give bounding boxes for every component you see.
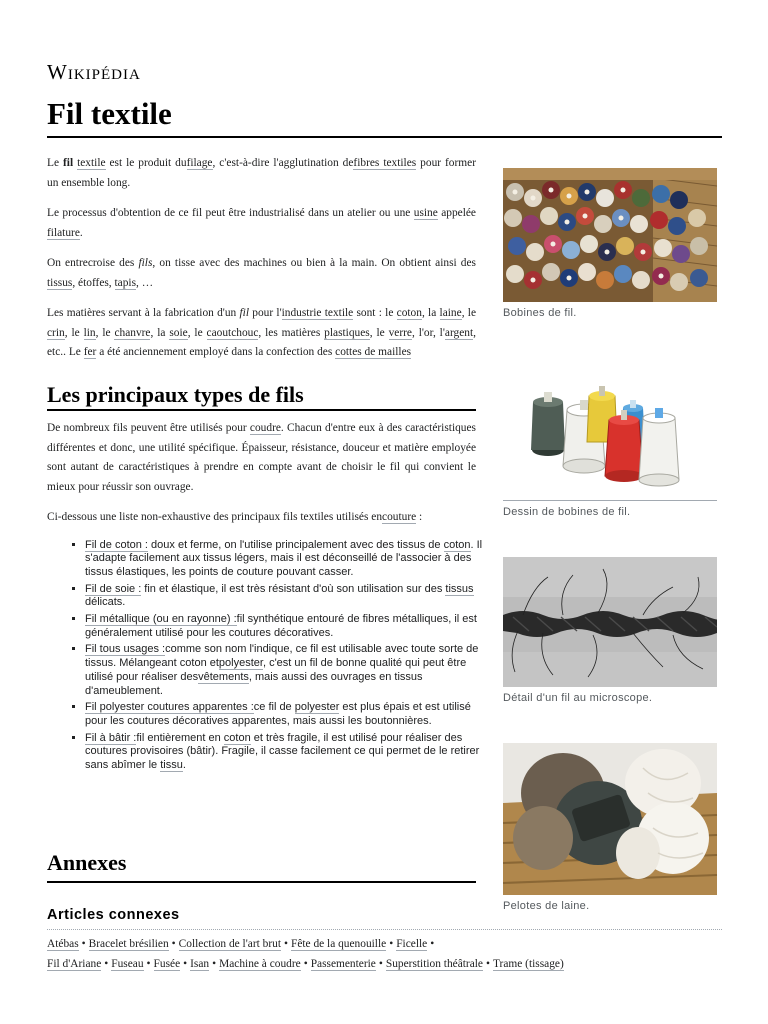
yarn-balls-image[interactable] (503, 743, 717, 895)
intro-paragraph-4 (47, 304, 476, 363)
spools-basket-illustration (503, 168, 717, 302)
figure-microscope (503, 557, 717, 704)
text: comme son nom l'indique, ce fil est utilisable avec toute sorte de tissus. Mélangeant coton et (85, 643, 479, 670)
bullet-separator: • (146, 958, 151, 970)
link-vetements[interactable]: vêtements (198, 670, 249, 683)
spools-drawing-illustration (503, 362, 717, 500)
section-paragraph-1 (47, 419, 476, 497)
bullet-separator: • (378, 958, 383, 970)
list-item (85, 701, 485, 728)
figure-caption: Bobines de fil. (503, 307, 577, 319)
spools-basket-image[interactable] (503, 168, 717, 302)
dotted-divider (47, 929, 722, 930)
bullet-separator: • (486, 958, 490, 970)
text: . Il s'adapte facilement aux tissus légers, mais il est déconseillé de l'associer à des tissus élastiques, les points de couture pouvant casser. (85, 538, 483, 578)
link-coton[interactable]: coton (443, 538, 471, 551)
spools-drawing-image[interactable] (503, 362, 717, 501)
text: , le (95, 326, 115, 339)
link-plastiques[interactable]: plastiques (324, 326, 370, 339)
italic-term: fil (239, 307, 249, 319)
text: , étoffes, (72, 276, 115, 289)
link-filature[interactable]: filature (47, 226, 80, 239)
list-item (85, 539, 485, 580)
related-link[interactable]: Atébas (47, 938, 79, 950)
link-fil-de-coton[interactable]: Fil de coton : (85, 538, 148, 551)
link-fil-de-soie[interactable]: Fil de soie : (85, 582, 142, 595)
text: , le (461, 307, 477, 319)
link-polyester[interactable]: polyester (218, 657, 263, 670)
link-coton[interactable]: coton (223, 731, 251, 744)
related-link[interactable]: Fusée (153, 958, 181, 970)
text: , … (136, 276, 154, 289)
text: est le produit du (105, 157, 187, 169)
text: a été anciennement employé dans la confection des (96, 346, 336, 358)
intro-paragraph-1 (47, 154, 476, 193)
figure-bobines (503, 168, 717, 319)
figure-pelotes (503, 743, 717, 912)
thread-microscope-illustration (503, 557, 717, 687)
figure-caption: Pelotes de laine. (503, 900, 590, 912)
link-tapis[interactable]: tapis (114, 276, 137, 289)
text: pour former un ensemble long. (47, 157, 477, 189)
link-caoutchouc[interactable]: caoutchouc (206, 326, 259, 339)
section-heading-types: Les principaux types de fils (47, 385, 476, 412)
text: , etc.. Le (47, 326, 477, 358)
text: , les matières (258, 326, 325, 339)
bullet-separator: • (183, 958, 188, 970)
article-content (47, 154, 483, 776)
text: fil synthétique entouré de fibres métalliques, il est généralement utilisé pour les coutures décoratives. (85, 613, 477, 639)
text: sont : le (353, 307, 397, 319)
text: . Chacun d'entre eux à des caractéristiques différentes et donc, une utilité spécifique. Épaisseur, résistance, douceur et matière employée sont autant de caractéristiques à prendre en compte avant de choisir le fil qui convient le mieux pour réussir son ouvrage. (47, 422, 476, 493)
related-link[interactable]: Collection de l'art brut (178, 938, 281, 950)
text: , la (150, 326, 170, 339)
link-usine[interactable]: usine (413, 207, 438, 219)
figure-caption: Détail d'un fil au microscope. (503, 692, 653, 704)
list-item (85, 643, 485, 698)
link-coton[interactable]: coton (396, 307, 422, 319)
text: , c'est-à-dire l'agglutination de (212, 157, 354, 169)
text: Ci-dessous une liste non-exhaustive des principaux fils textiles utilisés en (47, 511, 383, 523)
list-item (85, 583, 485, 610)
intro-paragraph-2 (47, 204, 476, 243)
bullet-separator: • (283, 938, 288, 950)
link-textile[interactable]: textile (77, 157, 106, 169)
text: , l'or, l' (411, 326, 445, 339)
list-item (85, 613, 485, 640)
link-tissus[interactable]: tissus (445, 582, 474, 595)
link-tissus[interactable]: tissus (47, 276, 73, 289)
link-chanvre[interactable]: chanvre (114, 326, 151, 339)
list-item (85, 732, 485, 773)
related-link[interactable]: Fil d'Ariane (47, 958, 102, 970)
text: Les matières servant à la fabrication d'un (47, 307, 240, 319)
text: : (416, 511, 423, 523)
text: . (79, 226, 83, 239)
link-tissu[interactable]: tissu (160, 759, 183, 772)
thread-microscope-image[interactable] (503, 557, 717, 687)
text: fil entièrement en (136, 731, 224, 744)
text: doux et ferme, on l'utilise principalement avec des tissus de (147, 538, 444, 551)
link-fil-polyester-coutures-apparentes[interactable]: Fil polyester coutures apparentes : (85, 701, 254, 714)
related-link[interactable]: Trame (tissage) (493, 958, 564, 970)
bullet-separator: • (389, 938, 394, 950)
text: . (182, 759, 186, 772)
text: , c'est un fil de bonne qualité qui peut être utilisé pour réaliser des (85, 657, 467, 683)
text: , mais aussi des ouvrages en tissus d'ameublement. (85, 670, 423, 697)
link-laine[interactable]: laine (439, 307, 462, 319)
bullet-separator: • (81, 938, 86, 950)
section-heading-annexes: Annexes (47, 850, 476, 883)
link-fil-tous-usages[interactable]: Fil tous usages : (85, 643, 166, 656)
related-link[interactable]: Fuseau (111, 958, 144, 970)
link-fil-a-batir[interactable]: Fil à bâtir : (85, 731, 137, 744)
text: On entrecroise des (47, 257, 139, 269)
link-crin[interactable]: crin (47, 326, 65, 339)
text: fin et élastique, il est très résistant d'où son utilisation sur des (141, 582, 446, 595)
link-soie[interactable]: soie (169, 326, 188, 339)
text: , le (187, 326, 207, 339)
text: , le (64, 326, 84, 339)
link-verre[interactable]: verre (388, 326, 412, 339)
bullet-separator: • (303, 958, 308, 970)
link-cottes-de-mailles[interactable]: cottes de mailles (335, 346, 412, 358)
text: appelée (437, 207, 476, 219)
wikipedia-logo[interactable]: Wikipédia (47, 60, 141, 84)
link-industrie-textile[interactable]: industrie textile (281, 307, 354, 319)
link-coudre[interactable]: coudre (249, 422, 281, 434)
text: délicats. (85, 596, 126, 609)
related-link[interactable]: Passementerie (310, 958, 376, 970)
bullet-separator: • (171, 938, 176, 950)
related-articles-list (47, 934, 722, 974)
intro-paragraph-3 (47, 254, 476, 293)
title-divider (47, 136, 722, 138)
bold-term: fil (62, 157, 74, 169)
link-lin[interactable]: lin (83, 326, 96, 339)
link-couture[interactable]: couture (382, 511, 417, 523)
text: , la (421, 307, 440, 319)
related-link[interactable]: Fête de la quenouille (290, 938, 387, 950)
figure-dessin-bobines (503, 362, 717, 518)
text: , le (369, 326, 389, 339)
link-filage[interactable]: filage (186, 157, 213, 169)
figure-caption: Dessin de bobines de fil. (503, 506, 631, 518)
text: De nombreux fils peuvent être utilisés pour (47, 422, 250, 434)
link-fer[interactable]: fer (83, 346, 97, 358)
bullet-separator: • (430, 938, 435, 950)
page-title: Fil textile (47, 96, 172, 131)
yarn-balls-illustration (503, 743, 717, 895)
text: , on tisse avec des machines ou bien à la main. On obtient ainsi des (152, 257, 476, 269)
link-fil-metallique[interactable]: Fil métallique (ou en rayonne) : (85, 613, 237, 626)
bullet-separator: • (104, 958, 109, 970)
link-argent[interactable]: argent (444, 326, 474, 339)
related-link[interactable]: Ficelle (396, 938, 428, 950)
thread-types-list (47, 539, 485, 773)
section-paragraph-2 (47, 508, 476, 528)
related-link[interactable]: Superstition théâtrale (385, 958, 483, 970)
link-fibres-textiles[interactable]: fibres textiles (353, 157, 417, 169)
text: ce fil de (253, 701, 295, 714)
link-polyester[interactable]: polyester (294, 701, 340, 714)
bullet-separator: • (212, 958, 217, 970)
italic-term: fils (138, 257, 153, 269)
text: est plus épais et est utilisé pour les coutures décoratives apparentes, mais aussi les boutonnières. (85, 701, 471, 727)
related-link[interactable]: Isan (190, 958, 210, 970)
subsection-heading-articles-connexes: Articles connexes (47, 907, 180, 923)
text: pour l' (249, 307, 282, 319)
related-link[interactable]: Bracelet brésilien (88, 938, 169, 950)
text: Le processus d'obtention de ce fil peut être industrialisé dans un atelier ou une (47, 207, 414, 219)
related-link[interactable]: Machine à coudre (219, 958, 301, 970)
text: Le (47, 157, 63, 169)
text: et très fragile, il est utilisé pour réaliser des coutures provisoires (bâtir). Fragile, il casse facilement ce qui permet de le retirer sans abîmer le (85, 731, 480, 772)
